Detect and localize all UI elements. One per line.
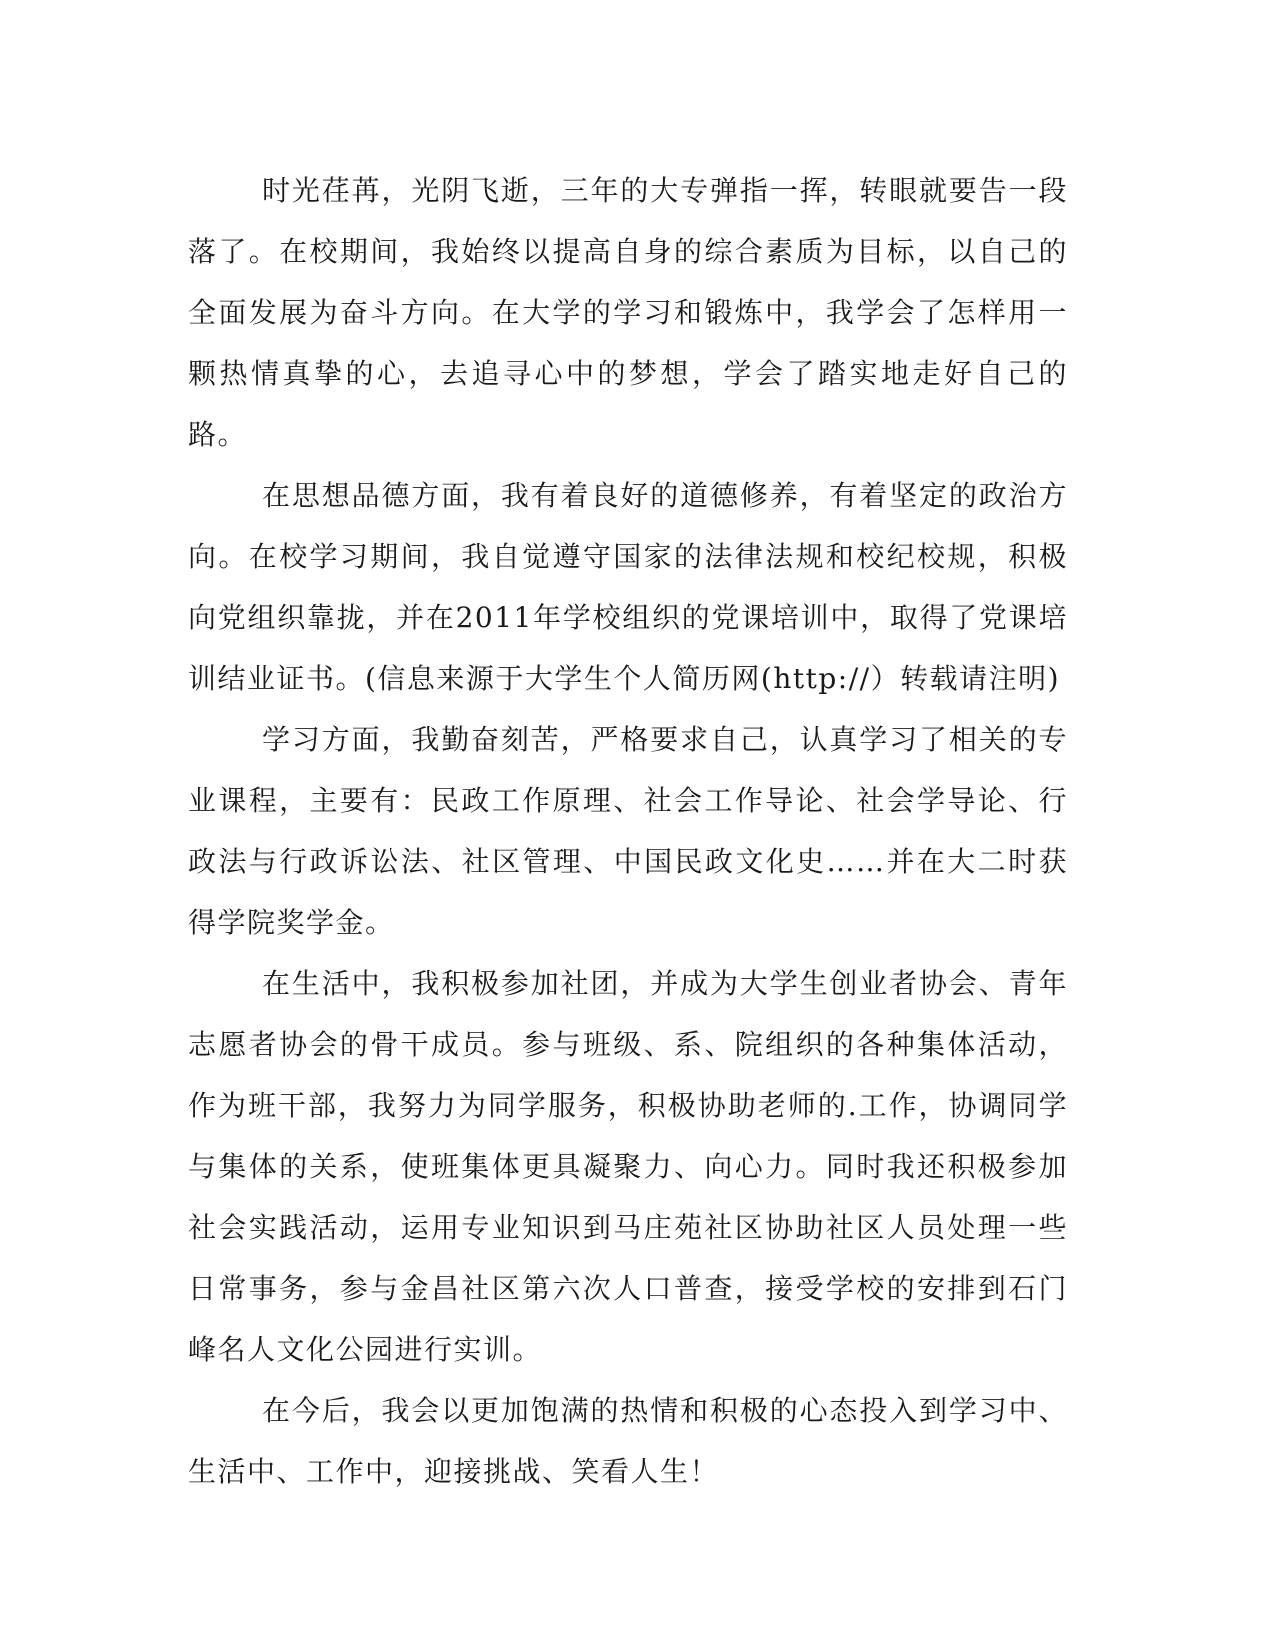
paragraph-moral: 在思想品德方面，我有着良好的道德修养，有着坚定的政治方向。在校学习期间，我自觉遵守国家的法律法规和校纪校规，积极向党组织靠拢，并在2011年学校组织的党课培训中，取得了党课培训结业证书。(信息来源于大学生个人简历网(http://）转载请注明): [188, 479, 1068, 695]
paragraph-intro: 时光荏苒，光阴飞逝，三年的大专弹指一挥，转眼就要告一段落了。在校期间，我始终以提高自身的综合素质为目标，以自己的全面发展为奋斗方向。在大学的学习和锻炼中，我学会了怎样用一颗热情真挚的心，去追寻心中的梦想，学会了踏实地走好自己的路。: [188, 174, 1068, 451]
paragraph-future: 在今后，我会以更加饱满的热情和积极的心态投入到学习中、生活中、工作中，迎接挑战、笑看人生！: [188, 1394, 1068, 1488]
paragraph-life: 在生活中，我积极参加社团，并成为大学生创业者协会、青年志愿者协会的骨干成员。参与班级、系、院组织的各种集体活动，作为班干部，我努力为同学服务，积极协助老师的.工作，协调同学与集体的关系，使班集体更具凝聚力、向心力。同时我还积极参加社会实践活动，运用专业知识到马庄苑社区协助社区人员处理一些日常事务，参与金昌社区第六次人口普查，接受学校的安排到石门峰名人文化公园进行实训。: [188, 967, 1068, 1366]
paragraph-study: 学习方面，我勤奋刻苦，严格要求自己，认真学习了相关的专业课程，主要有：民政工作原理、社会工作导论、社会学导论、行政法与行政诉讼法、社区管理、中国民政文化史……并在大二时获得学院奖学金。: [188, 723, 1068, 939]
document-body: [188, 160, 1068, 1502]
